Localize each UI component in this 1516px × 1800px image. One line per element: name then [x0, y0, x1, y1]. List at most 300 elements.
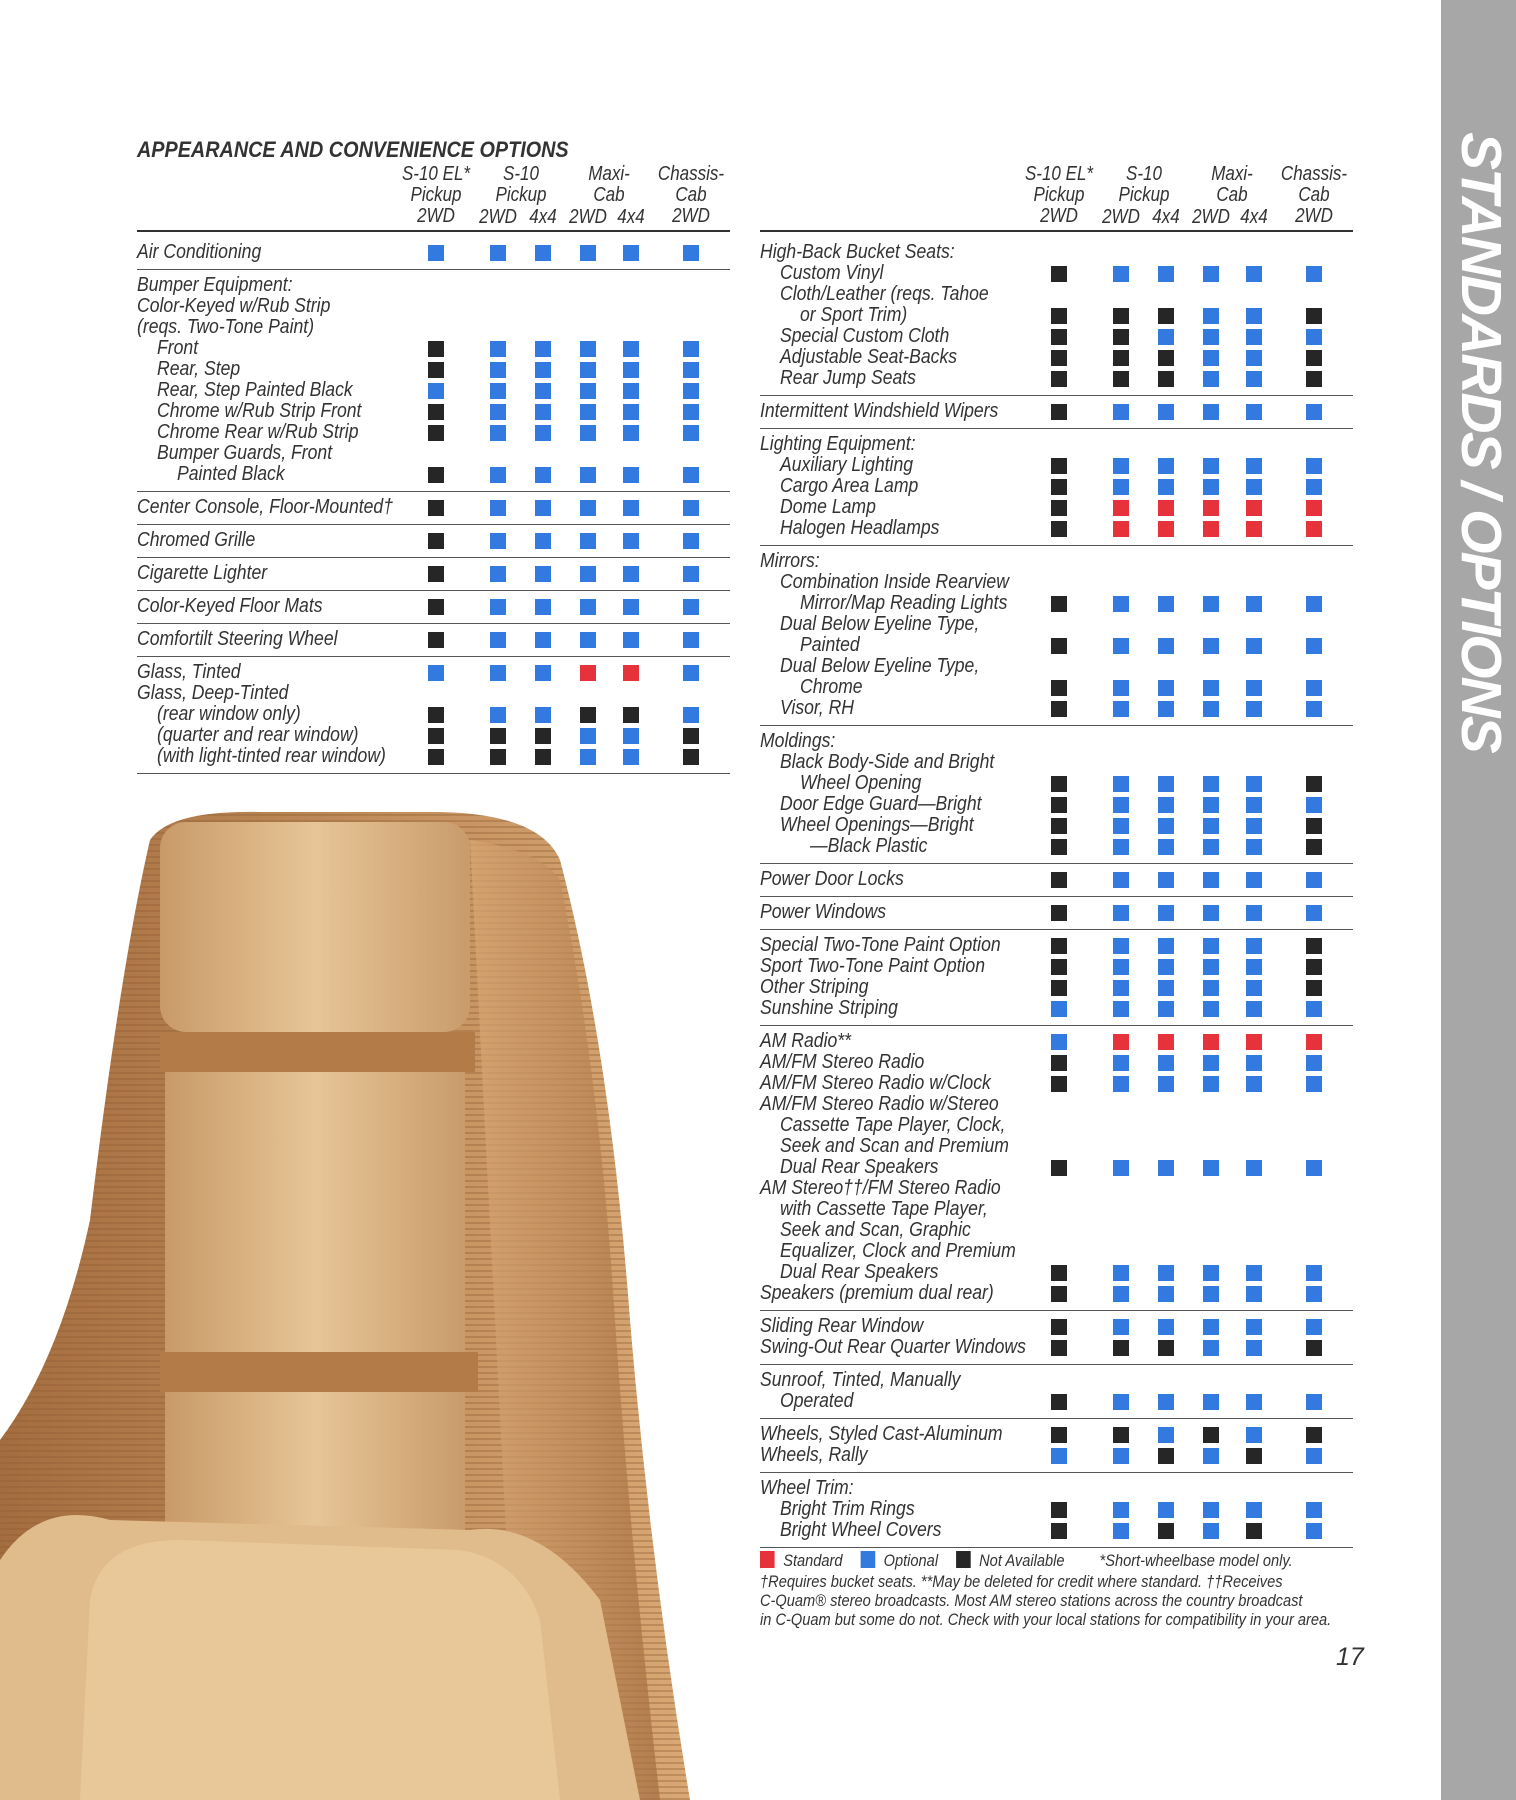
- option-row: [760, 1031, 1353, 1052]
- optional-square-icon: [1306, 266, 1322, 282]
- optional-square-icon: [1113, 1076, 1129, 1092]
- option-row: [760, 698, 1353, 719]
- option-label: Lighting Equipment:: [760, 433, 916, 455]
- legend-not-available: Not Available: [979, 1551, 1065, 1570]
- not-available-square-icon: [1051, 1394, 1067, 1410]
- standard-square-icon: [1306, 1034, 1322, 1050]
- optional-square-icon: [623, 404, 639, 420]
- option-label: Custom Vinyl: [780, 262, 884, 284]
- not-available-square-icon: [428, 566, 444, 582]
- option-group: [760, 1419, 1353, 1473]
- option-group: [760, 546, 1353, 726]
- not-available-square-icon: [1051, 905, 1067, 921]
- option-row: [760, 1445, 1353, 1466]
- not-available-square-icon: [1051, 1340, 1067, 1356]
- option-label: (rear window only): [157, 703, 301, 725]
- option-label: Intermittent Windshield Wipers: [760, 400, 999, 422]
- option-group: [137, 237, 730, 270]
- optional-square-icon: [535, 362, 551, 378]
- option-row: [760, 1199, 1353, 1220]
- option-row: [137, 296, 730, 317]
- legend-standard: Standard: [783, 1551, 843, 1570]
- optional-square-icon: [1246, 1160, 1262, 1176]
- optional-square-icon: [623, 341, 639, 357]
- optional-square-icon: [1158, 1001, 1174, 1017]
- option-row: [137, 530, 730, 551]
- not-available-square-icon: [1051, 404, 1067, 420]
- optional-square-icon: [580, 500, 596, 516]
- optional-square-icon: [1113, 905, 1129, 921]
- optional-square-icon: [580, 404, 596, 420]
- optional-square-icon: [1158, 818, 1174, 834]
- optional-square-icon: [490, 566, 506, 582]
- option-label: Chromed Grille: [137, 529, 256, 551]
- option-row: [760, 773, 1353, 794]
- option-row: [760, 434, 1353, 455]
- optional-square-icon: [1246, 329, 1262, 345]
- optional-square-icon: [580, 362, 596, 378]
- not-available-square-icon: [1306, 1340, 1322, 1356]
- optional-square-icon: [623, 425, 639, 441]
- not-available-square-icon: [428, 749, 444, 765]
- optional-square-icon: [1246, 1319, 1262, 1335]
- footnote-2: C-Quam® stereo broadcasts. Most AM stereo stations across the country broadcast: [760, 1591, 1303, 1610]
- optional-square-icon: [1203, 1319, 1219, 1335]
- optional-square-icon: [1158, 839, 1174, 855]
- option-label: Special Two-Tone Paint Option: [760, 934, 1001, 956]
- optional-square-icon: [1203, 839, 1219, 855]
- optional-square-icon: [1158, 1286, 1174, 1302]
- option-label: Bumper Equipment:: [137, 274, 293, 296]
- standard-square-icon: [760, 1551, 775, 1568]
- option-label: AM Stereo††/FM Stereo Radio: [760, 1177, 1001, 1199]
- column-subheader: 4x4: [529, 206, 557, 228]
- standard-square-icon: [1203, 500, 1219, 516]
- option-label: Chrome Rear w/Rub Strip: [157, 421, 359, 443]
- column-header-line: Maxi-: [1211, 163, 1253, 185]
- standard-square-icon: [623, 665, 639, 681]
- option-row: [760, 1241, 1353, 1262]
- not-available-square-icon: [1306, 839, 1322, 855]
- option-row: [137, 662, 730, 683]
- option-label: Visor, RH: [780, 697, 855, 719]
- not-available-square-icon: [1158, 350, 1174, 366]
- not-available-square-icon: [428, 599, 444, 615]
- optional-square-icon: [490, 425, 506, 441]
- column-subheader: 4x4: [617, 206, 645, 228]
- standard-square-icon: [1113, 500, 1129, 516]
- optional-square-icon: [1203, 701, 1219, 717]
- optional-square-icon: [1203, 680, 1219, 696]
- option-row: [760, 935, 1353, 956]
- optional-square-icon: [1158, 905, 1174, 921]
- optional-square-icon: [535, 632, 551, 648]
- not-available-square-icon: [428, 404, 444, 420]
- option-row: [760, 1499, 1353, 1520]
- optional-square-icon: [1203, 872, 1219, 888]
- optional-square-icon: [1203, 404, 1219, 420]
- not-available-square-icon: [1203, 1427, 1219, 1443]
- optional-square-icon: [1113, 938, 1129, 954]
- standard-square-icon: [1113, 1034, 1129, 1050]
- standards-options-table: [760, 160, 1353, 1550]
- option-row: [760, 1073, 1353, 1094]
- option-row: [760, 1283, 1353, 1304]
- not-available-square-icon: [1051, 959, 1067, 975]
- not-available-square-icon: [1306, 818, 1322, 834]
- optional-square-icon: [1158, 872, 1174, 888]
- optional-square-icon: [535, 404, 551, 420]
- option-label: Dome Lamp: [780, 496, 876, 518]
- option-group: [137, 591, 730, 624]
- optional-square-icon: [1203, 1394, 1219, 1410]
- optional-square-icon: [1203, 1448, 1219, 1464]
- optional-square-icon: [580, 341, 596, 357]
- optional-square-icon: [1113, 776, 1129, 792]
- section-tab-label: STANDARDS / OPTIONS: [1449, 132, 1513, 752]
- optional-square-icon: [1246, 404, 1262, 420]
- not-available-square-icon: [1051, 1055, 1067, 1071]
- optional-square-icon: [1306, 1160, 1322, 1176]
- option-label: Painted: [800, 634, 860, 656]
- column-subheader: 2WD: [1102, 206, 1140, 228]
- not-available-square-icon: [1051, 1076, 1067, 1092]
- option-label: —Black Plastic: [810, 835, 928, 857]
- option-group: [760, 864, 1353, 897]
- optional-square-icon: [1113, 1319, 1129, 1335]
- optional-square-icon: [535, 707, 551, 723]
- optional-square-icon: [683, 341, 699, 357]
- option-row: [760, 476, 1353, 497]
- optional-square-icon: [580, 728, 596, 744]
- optional-square-icon: [580, 383, 596, 399]
- option-label: Sliding Rear Window: [760, 1315, 924, 1337]
- option-label: High-Back Bucket Seats:: [760, 241, 955, 263]
- optional-square-icon: [683, 632, 699, 648]
- option-label: Bumper Guards, Front: [157, 442, 333, 464]
- page-number: 17: [1336, 1643, 1364, 1671]
- optional-square-icon: [1113, 1523, 1129, 1539]
- column-headers: [760, 160, 1353, 232]
- optional-square-icon: [1113, 1394, 1129, 1410]
- not-available-square-icon: [1051, 1523, 1067, 1539]
- not-available-square-icon: [1051, 371, 1067, 387]
- optional-square-icon: [1113, 1001, 1129, 1017]
- column-header-line: S-10 EL*: [401, 163, 471, 185]
- optional-square-icon: [1158, 980, 1174, 996]
- optional-square-icon: [535, 341, 551, 357]
- option-row: [760, 836, 1353, 857]
- option-group: [137, 525, 730, 558]
- optional-square-icon: [1306, 1286, 1322, 1302]
- not-available-square-icon: [1306, 371, 1322, 387]
- not-available-square-icon: [428, 728, 444, 744]
- optional-square-icon: [1246, 1502, 1262, 1518]
- optional-square-icon: [1306, 1319, 1322, 1335]
- optional-square-icon: [1203, 905, 1219, 921]
- optional-square-icon: [490, 341, 506, 357]
- column-header-line: Chassis-: [657, 163, 725, 185]
- option-group: [760, 930, 1353, 1026]
- option-label: Painted Black: [177, 463, 285, 485]
- option-label: Rear, Step Painted Black: [157, 379, 353, 401]
- option-label: Wheels, Styled Cast-Aluminum: [760, 1423, 1003, 1445]
- option-row: [760, 593, 1353, 614]
- not-available-square-icon: [1051, 776, 1067, 792]
- not-available-square-icon: [428, 533, 444, 549]
- option-label: Seek and Scan, Graphic: [780, 1219, 971, 1241]
- optional-square-icon: [683, 404, 699, 420]
- optional-square-icon: [1203, 1523, 1219, 1539]
- option-label: Mirrors:: [760, 550, 820, 572]
- option-label: (reqs. Two-Tone Paint): [137, 316, 315, 338]
- optional-square-icon: [580, 245, 596, 261]
- option-label: Special Custom Cloth: [780, 325, 950, 347]
- optional-square-icon: [490, 383, 506, 399]
- optional-square-icon: [428, 383, 444, 399]
- column-header-line: Chassis-: [1280, 163, 1348, 185]
- optional-square-icon: [1203, 479, 1219, 495]
- option-group: [137, 624, 730, 657]
- not-available-square-icon: [1051, 980, 1067, 996]
- optional-square-icon: [1306, 1502, 1322, 1518]
- section-tab: [1441, 0, 1516, 1800]
- option-row: [760, 1094, 1353, 1115]
- footnote-3: in C-Quam but some do not. Check with your local stations for compatibility in your area.: [760, 1610, 1332, 1629]
- standard-square-icon: [1158, 500, 1174, 516]
- option-row: [760, 347, 1353, 368]
- optional-square-icon: [1113, 1448, 1129, 1464]
- optional-square-icon: [683, 383, 699, 399]
- optional-square-icon: [1306, 479, 1322, 495]
- optional-square-icon: [1158, 1394, 1174, 1410]
- optional-square-icon: [1113, 1160, 1129, 1176]
- not-available-square-icon: [1051, 638, 1067, 654]
- option-group: [137, 657, 730, 774]
- optional-square-icon: [1306, 1523, 1322, 1539]
- not-available-square-icon: [428, 362, 444, 378]
- option-label: Sport Two-Tone Paint Option: [760, 955, 986, 977]
- optional-square-icon: [623, 632, 639, 648]
- optional-square-icon: [1113, 596, 1129, 612]
- optional-square-icon: [1306, 1448, 1322, 1464]
- optional-square-icon: [580, 425, 596, 441]
- appearance-options-table: [137, 160, 730, 780]
- option-label: Front: [157, 337, 199, 359]
- not-available-square-icon: [1113, 308, 1129, 324]
- not-available-square-icon: [1051, 818, 1067, 834]
- optional-square-icon: [1306, 638, 1322, 654]
- optional-square-icon: [1158, 797, 1174, 813]
- standard-square-icon: [1246, 500, 1262, 516]
- optional-square-icon: [1203, 1160, 1219, 1176]
- optional-square-icon: [1203, 1286, 1219, 1302]
- optional-square-icon: [683, 599, 699, 615]
- optional-square-icon: [1246, 638, 1262, 654]
- not-available-square-icon: [1306, 350, 1322, 366]
- not-available-square-icon: [1051, 350, 1067, 366]
- option-row: [760, 869, 1353, 890]
- option-row: [760, 1316, 1353, 1337]
- not-available-square-icon: [1051, 521, 1067, 537]
- option-row: [137, 497, 730, 518]
- optional-square-icon: [1203, 371, 1219, 387]
- option-row: [760, 1115, 1353, 1136]
- option-label: Glass, Deep-Tinted: [137, 682, 289, 704]
- not-available-square-icon: [1306, 980, 1322, 996]
- standard-square-icon: [1158, 1034, 1174, 1050]
- option-row: [760, 368, 1353, 389]
- option-label: AM Radio**: [760, 1030, 851, 1052]
- not-available-square-icon: [428, 467, 444, 483]
- option-row: [760, 284, 1353, 305]
- optional-square-icon: [1306, 701, 1322, 717]
- option-row: [137, 359, 730, 380]
- not-available-square-icon: [1113, 1427, 1129, 1443]
- option-group: [760, 1473, 1353, 1548]
- not-available-square-icon: [1306, 1427, 1322, 1443]
- optional-square-icon: [580, 467, 596, 483]
- optional-square-icon: [1203, 596, 1219, 612]
- optional-square-icon: [1246, 1265, 1262, 1281]
- not-available-square-icon: [1051, 872, 1067, 888]
- optional-square-icon: [1158, 1502, 1174, 1518]
- option-row: [760, 242, 1353, 263]
- optional-square-icon: [1306, 1265, 1322, 1281]
- optional-square-icon: [580, 566, 596, 582]
- option-row: [760, 1520, 1353, 1541]
- option-row: [137, 401, 730, 422]
- option-label: Speakers (premium dual rear): [760, 1282, 994, 1304]
- optional-square-icon: [1306, 458, 1322, 474]
- not-available-square-icon: [1113, 371, 1129, 387]
- optional-square-icon: [1203, 938, 1219, 954]
- option-row: [760, 1424, 1353, 1445]
- optional-square-icon: [1203, 980, 1219, 996]
- optional-square-icon: [535, 500, 551, 516]
- optional-square-icon: [1246, 872, 1262, 888]
- column-header-line: 2WD: [672, 205, 710, 227]
- option-label: Operated: [780, 1390, 854, 1412]
- option-label: Mirror/Map Reading Lights: [800, 592, 1008, 614]
- option-label: Rear, Step: [157, 358, 241, 380]
- option-label: Cigarette Lighter: [137, 562, 268, 584]
- option-label: Seek and Scan and Premium: [780, 1135, 1009, 1157]
- option-row: [137, 443, 730, 464]
- optional-square-icon: [1203, 308, 1219, 324]
- optional-square-icon: [1246, 479, 1262, 495]
- optional-square-icon: [1158, 1427, 1174, 1443]
- optional-square-icon: [1113, 1286, 1129, 1302]
- optional-square-icon: [623, 245, 639, 261]
- not-available-square-icon: [490, 728, 506, 744]
- optional-square-icon: [683, 362, 699, 378]
- optional-square-icon: [1203, 350, 1219, 366]
- optional-square-icon: [535, 245, 551, 261]
- optional-square-icon: [1246, 266, 1262, 282]
- optional-square-icon: [535, 566, 551, 582]
- option-row: [760, 635, 1353, 656]
- optional-square-icon: [860, 1551, 875, 1568]
- standard-square-icon: [1203, 521, 1219, 537]
- option-label: Door Edge Guard—Bright: [780, 793, 982, 815]
- option-row: [760, 305, 1353, 326]
- option-label: Bright Wheel Covers: [780, 1519, 942, 1541]
- optional-square-icon: [428, 665, 444, 681]
- option-row: [760, 677, 1353, 698]
- optional-square-icon: [1113, 980, 1129, 996]
- option-row: [760, 1337, 1353, 1358]
- optional-square-icon: [623, 533, 639, 549]
- option-label: Chrome w/Rub Strip Front: [157, 400, 362, 422]
- option-label: or Sport Trim): [800, 304, 908, 326]
- column-header-line: Cab: [593, 184, 625, 206]
- standard-square-icon: [1113, 521, 1129, 537]
- optional-square-icon: [1246, 1001, 1262, 1017]
- optional-square-icon: [1203, 458, 1219, 474]
- option-row: [760, 977, 1353, 998]
- optional-square-icon: [580, 749, 596, 765]
- option-label: Dual Below Eyeline Type,: [780, 613, 980, 635]
- optional-square-icon: [1246, 680, 1262, 696]
- not-available-square-icon: [428, 707, 444, 723]
- option-label: Dual Rear Speakers: [780, 1156, 939, 1178]
- optional-square-icon: [535, 383, 551, 399]
- not-available-square-icon: [1051, 1427, 1067, 1443]
- column-header-line: Pickup: [410, 184, 462, 206]
- optional-square-icon: [490, 665, 506, 681]
- option-row: [137, 683, 730, 704]
- column-header-line: Cab: [1216, 184, 1248, 206]
- column-headers: [137, 160, 730, 232]
- option-label: Auxiliary Lighting: [780, 454, 914, 476]
- option-row: [760, 1220, 1353, 1241]
- column-subheader: 4x4: [1152, 206, 1180, 228]
- option-row: [760, 752, 1353, 773]
- optional-square-icon: [1051, 1448, 1067, 1464]
- option-row: [760, 902, 1353, 923]
- optional-square-icon: [1306, 797, 1322, 813]
- option-row: [137, 338, 730, 359]
- optional-square-icon: [428, 245, 444, 261]
- not-available-square-icon: [683, 728, 699, 744]
- option-label: Power Windows: [760, 901, 887, 923]
- optional-square-icon: [683, 566, 699, 582]
- optional-square-icon: [1158, 458, 1174, 474]
- optional-square-icon: [535, 599, 551, 615]
- option-label: Color-Keyed w/Rub Strip: [137, 295, 331, 317]
- option-label: (with light-tinted rear window): [157, 745, 386, 767]
- option-label: Chrome: [800, 676, 863, 698]
- optional-square-icon: [623, 500, 639, 516]
- standard-square-icon: [580, 665, 596, 681]
- optional-square-icon: [1246, 371, 1262, 387]
- column-header-line: S-10: [503, 163, 539, 185]
- option-label: Halogen Headlamps: [780, 517, 940, 539]
- optional-square-icon: [1158, 701, 1174, 717]
- not-available-square-icon: [683, 749, 699, 765]
- option-row: [760, 1370, 1353, 1391]
- standard-square-icon: [1246, 1034, 1262, 1050]
- optional-square-icon: [1158, 479, 1174, 495]
- not-available-square-icon: [1051, 329, 1067, 345]
- option-row: [760, 1157, 1353, 1178]
- option-row: [760, 794, 1353, 815]
- optional-square-icon: [1158, 938, 1174, 954]
- optional-square-icon: [683, 533, 699, 549]
- optional-square-icon: [1246, 308, 1262, 324]
- not-available-square-icon: [1051, 1265, 1067, 1281]
